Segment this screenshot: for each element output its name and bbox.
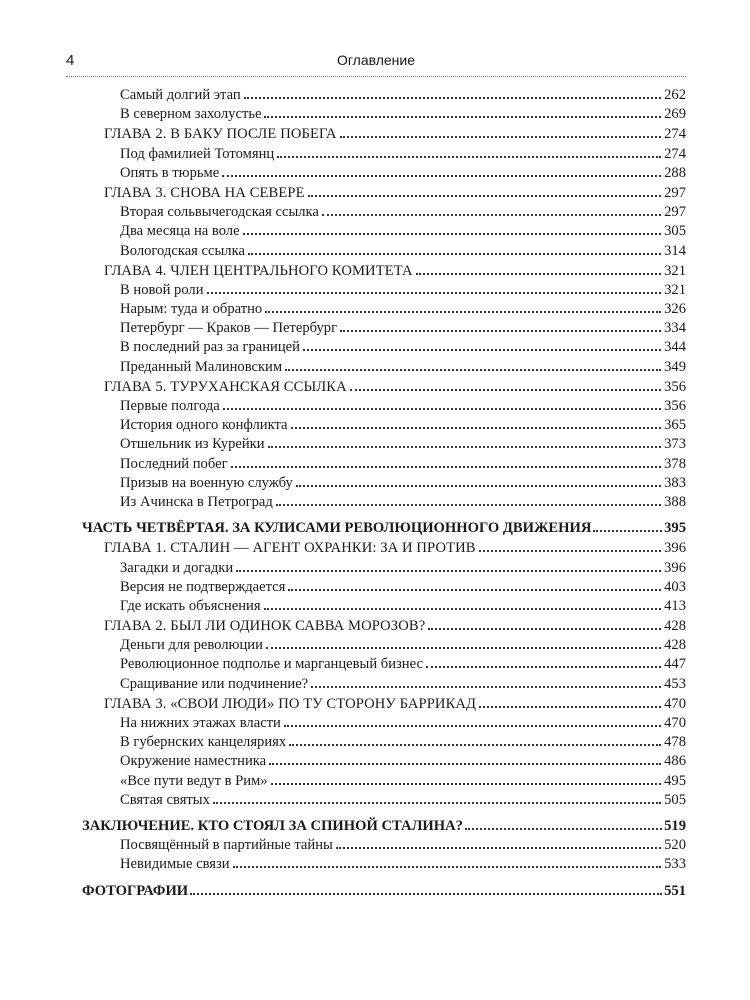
toc-section: Окружение наместника 486 — [120, 753, 686, 770]
toc-section: Самый долгий этап 262 — [120, 87, 686, 103]
toc-chapter: ГЛАВА 3. «СВОИ ЛЮДИ» ПО ТУ СТОРОНУ БАРРИКАД 470 — [104, 695, 686, 712]
toc-section: Вологодская ссылка 314 — [120, 242, 686, 259]
toc-section: Петербург — Краков — Петербург 334 — [120, 320, 686, 337]
page-number: 4 — [66, 52, 75, 69]
toc-section: В новой роли 321 — [120, 281, 686, 298]
toc-section: Под фамилией Тотомянц 274 — [120, 145, 686, 162]
toc-part: ФОТОГРАФИИ 551 — [82, 882, 686, 899]
toc-section: Загадки и догадки 396 — [120, 559, 686, 576]
toc-section: В последний раз за границей 344 — [120, 339, 686, 356]
toc-section: Святая святых 505 — [120, 791, 686, 808]
toc-section: Где искать объяснения 413 — [120, 597, 686, 614]
toc-part: ЧАСТЬ ЧЕТВЁРТАЯ. ЗА КУЛИСАМИ РЕВОЛЮЦИОННОГО ДВИЖЕНИЯ 395 — [82, 520, 686, 537]
toc-section: На нижних этажах власти 470 — [120, 715, 686, 731]
toc-section: Призыв на военную службу 383 — [120, 474, 686, 491]
toc-chapter: ГЛАВА 4. ЧЛЕН ЦЕНТРАЛЬНОГО КОМИТЕТА 321 — [104, 262, 686, 279]
toc-section: Деньги для революции 428 — [120, 637, 686, 654]
toc-section: В губернских канцеляриях 478 — [120, 734, 686, 751]
toc-section: Революционное подполье и марганцевый бизнес 447 — [120, 656, 686, 673]
table-of-contents — [66, 86, 686, 901]
toc-section: История одного конфликта 365 — [120, 417, 686, 434]
toc-chapter: ГЛАВА 2. БЫЛ ЛИ ОДИНОК САВВА МОРОЗОВ? 428 — [104, 618, 686, 635]
toc-section: Последний побег 378 — [120, 455, 686, 472]
toc-section: Первые полгода 356 — [120, 398, 686, 414]
toc-part: ЗАКЛЮЧЕНИЕ. КТО СТОЯЛ ЗА СПИНОЙ СТАЛИНА? 519 — [82, 817, 686, 834]
toc-chapter: ГЛАВА 1. СТАЛИН — АГЕНТ ОХРАНКИ: ЗА И ПРОТИВ 396 — [104, 540, 686, 557]
toc-section: Невидимые связи 533 — [120, 856, 686, 873]
toc-section: Из Ачинска в Петроград 388 — [120, 493, 686, 510]
toc-section: Опять в тюрьме 288 — [120, 164, 686, 181]
toc-chapter: ГЛАВА 5. ТУРУХАНСКАЯ ССЫЛКА 356 — [104, 378, 686, 395]
toc-section: Сращивание или подчинение? 453 — [120, 675, 686, 692]
toc-section: Нарым: туда и обратно 326 — [120, 301, 686, 318]
toc-chapter: ГЛАВА 2. В БАКУ ПОСЛЕ ПОБЕГА 274 — [104, 126, 686, 143]
toc-section: Преданный Малиновским 349 — [120, 358, 686, 375]
toc-section: «Все пути ведут в Рим» 495 — [120, 772, 686, 789]
toc-section: Вторая сольвычегодская ссылка 297 — [120, 204, 686, 221]
toc-chapter: ГЛАВА 3. СНОВА НА СЕВЕРЕ 297 — [104, 184, 686, 201]
running-title: Оглавление — [336, 52, 416, 68]
toc-section: Два месяца на воле 305 — [120, 223, 686, 240]
toc-section: В северном захолустье 269 — [120, 106, 686, 123]
page-header — [66, 48, 686, 77]
toc-section: Отшельник из Курейки 373 — [120, 436, 686, 453]
toc-section: Посвящённый в партийные тайны 520 — [120, 837, 686, 854]
toc-section: Версия не подтверждается 403 — [120, 578, 686, 595]
